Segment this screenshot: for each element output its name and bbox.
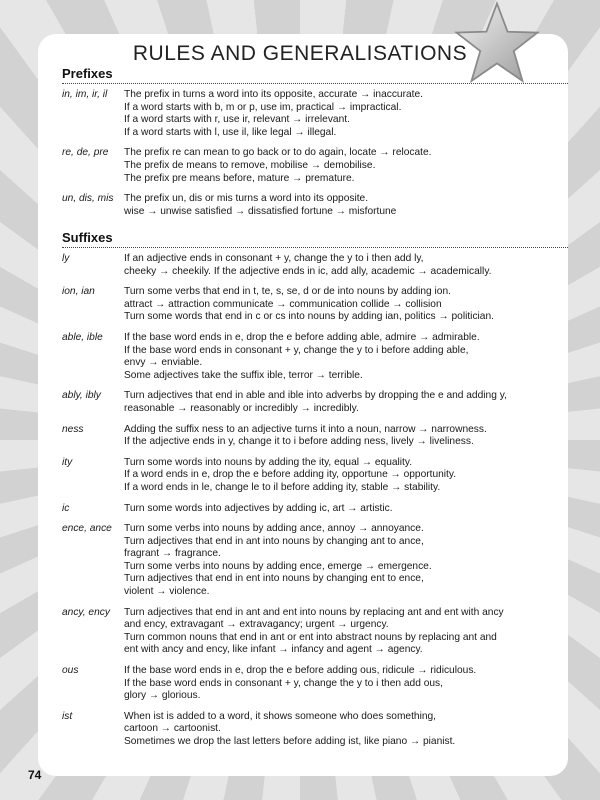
- page-title: RULES AND GENERALISATIONS: [132, 42, 468, 65]
- rule-line: Turn some words that end in c or cs into nouns by adding ian, politics → politician.: [124, 311, 494, 323]
- rule-line: envy → enviable.: [124, 357, 203, 369]
- rule-line: violent → violence.: [124, 586, 210, 598]
- rule-line: cartoon → cartoonist.: [124, 723, 221, 735]
- rule-line: Turn some verbs into nouns by adding ence, emerge → emergence.: [124, 560, 432, 572]
- rule-line: If an adjective ends in consonant + y, change the y to i then add ly,: [124, 253, 424, 264]
- rule-line: Turn some words into adjectives by adding ic, art → artistic.: [124, 502, 393, 514]
- rule-line: Turn common nouns that end in ant or ent into abstract nouns by replacing ant and: [124, 631, 497, 643]
- rule-description: [124, 711, 572, 749]
- rule-line: If a word starts with r, use ir, relevant → irrelevant.: [124, 114, 350, 126]
- rule-line: The prefix de means to remove, mobilise → demobilise.: [124, 159, 376, 171]
- rule-term: re, de, pre: [62, 147, 109, 159]
- rule-line: If the base word ends in consonant + y, change the y to i before adding able,: [124, 344, 469, 356]
- prefixes-heading: Prefixes: [62, 66, 113, 81]
- rule-entry: [62, 390, 572, 415]
- rule-description: [124, 424, 572, 449]
- rule-description: [124, 390, 572, 415]
- rule-line: cheeky → cheekily. If the adjective ends in ic, add ally, academic → academically.: [124, 265, 492, 277]
- rule-term: ence, ance: [62, 523, 112, 535]
- rule-entry: [62, 286, 572, 324]
- rule-description: [124, 147, 572, 185]
- rule-line: The prefix in turns a word into its opposite, accurate → inaccurate.: [124, 89, 423, 100]
- rule-entry: [62, 607, 572, 657]
- rule-line: Turn adjectives that end in ent into nouns by changing ent to ence,: [124, 573, 424, 585]
- rule-line: Turn adjectives that end in able and ible into adverbs by dropping the e and adding y,: [124, 390, 507, 402]
- rule-term: ancy, ency: [62, 606, 110, 618]
- rule-term: in, im, ir, il: [62, 89, 108, 100]
- rule-line: fragrant → fragrance.: [124, 548, 221, 560]
- rule-line: If the base word ends in e, drop the e before adding ous, ridicule → ridiculous.: [124, 665, 477, 677]
- rule-line: and ency, extravagant → extravagancy; urgent → urgency.: [124, 619, 389, 631]
- rule-term: ably, ibly: [62, 390, 101, 402]
- rule-line: If a word ends in le, change le to il before adding ity, stable → stability.: [124, 481, 441, 493]
- rule-line: Sometimes we drop the last letters before adding ist, like piano → pianist.: [124, 736, 456, 747]
- rule-line: Adding the suffix ness to an adjective turns it into a noun, narrow → narrowness.: [124, 423, 487, 435]
- rule-term: ion, ian: [62, 286, 95, 298]
- rule-entry: [62, 523, 572, 599]
- rule-entry: [62, 503, 572, 516]
- rule-line: Turn adjectives that end in ant into nouns by changing ant to ance,: [124, 535, 424, 547]
- rule-entry: [62, 424, 572, 449]
- rule-line: wise → unwise satisfied → dissatisfied fortune → misfortune: [124, 205, 397, 217]
- rule-entry: [62, 147, 572, 185]
- rule-description: [124, 286, 572, 324]
- rule-line: The prefix re can mean to go back or to do again, locate → relocate.: [124, 147, 432, 159]
- rule-line: If the base word ends in consonant + y, change the y to i then add ous,: [124, 677, 443, 689]
- page-number: 74: [28, 768, 42, 782]
- rule-term: ic: [62, 502, 70, 514]
- rule-term: un, dis, mis: [62, 193, 114, 205]
- prefixes-list: [62, 89, 572, 226]
- rule-line: Turn some verbs into nouns by adding ance, annoy → annoyance.: [124, 523, 424, 535]
- rule-entry: [62, 89, 572, 139]
- rule-line: glory → glorious.: [124, 690, 201, 702]
- rule-line: attract → attraction communicate → communication collide → collision: [124, 298, 442, 310]
- rule-term: ity: [62, 456, 73, 468]
- rule-entry: [62, 332, 572, 382]
- rule-entry: [62, 711, 572, 749]
- rule-line: ent with ancy and ency, like infant → infancy and agent → agency.: [124, 644, 423, 656]
- rule-term: able, ible: [62, 331, 103, 343]
- rule-term: ous: [62, 665, 79, 677]
- rule-term: ly: [62, 253, 70, 264]
- rule-entry: [62, 457, 572, 495]
- rule-description: [124, 89, 572, 139]
- rule-line: If a word starts with l, use il, like legal → illegal.: [124, 126, 337, 138]
- rule-line: If a word starts with b, m or p, use im, practical → impractical.: [124, 101, 402, 113]
- rule-line: The prefix un, dis or mis turns a word into its opposite.: [124, 193, 369, 205]
- rule-description: [124, 332, 572, 382]
- suffixes-list: [62, 253, 572, 757]
- rule-description: [124, 253, 572, 278]
- rule-description: [124, 503, 572, 516]
- rule-line: reasonable → reasonably or incredibly → incredibly.: [124, 402, 359, 414]
- rule-line: Some adjectives take the suffix ible, terror → terrible.: [124, 369, 363, 381]
- rule-line: If the base word ends in e, drop the e before adding able, admire → admirable.: [124, 331, 480, 343]
- rule-term: ness: [62, 423, 84, 435]
- rule-description: [124, 607, 572, 657]
- rule-line: If a word ends in e, drop the e before adding ity, opportune → opportunity.: [124, 469, 457, 481]
- prefixes-divider: [62, 83, 568, 84]
- rule-entry: [62, 253, 572, 278]
- rule-description: [124, 457, 572, 495]
- rule-description: [124, 193, 572, 218]
- suffixes-heading: Suffixes: [62, 230, 113, 245]
- rule-description: [124, 665, 572, 703]
- suffixes-divider: [62, 247, 568, 248]
- rule-line: If the adjective ends in y, change it to i before adding ness, lively → liveliness.: [124, 436, 474, 448]
- rule-entry: [62, 665, 572, 703]
- rule-line: When ist is added to a word, it shows someone who does something,: [124, 710, 437, 722]
- rule-line: Turn some verbs that end in t, te, s, se, d or de into nouns by adding ion.: [124, 286, 451, 298]
- rule-line: Turn adjectives that end in ant and ent into nouns by replacing ant and ent with ancy: [124, 606, 504, 618]
- rule-line: The prefix pre means before, mature → premature.: [124, 172, 355, 184]
- rule-term: ist: [62, 710, 73, 722]
- rule-line: Turn some words into nouns by adding the ity, equal → equality.: [124, 456, 413, 468]
- rule-entry: [62, 193, 572, 218]
- rule-description: [124, 523, 572, 599]
